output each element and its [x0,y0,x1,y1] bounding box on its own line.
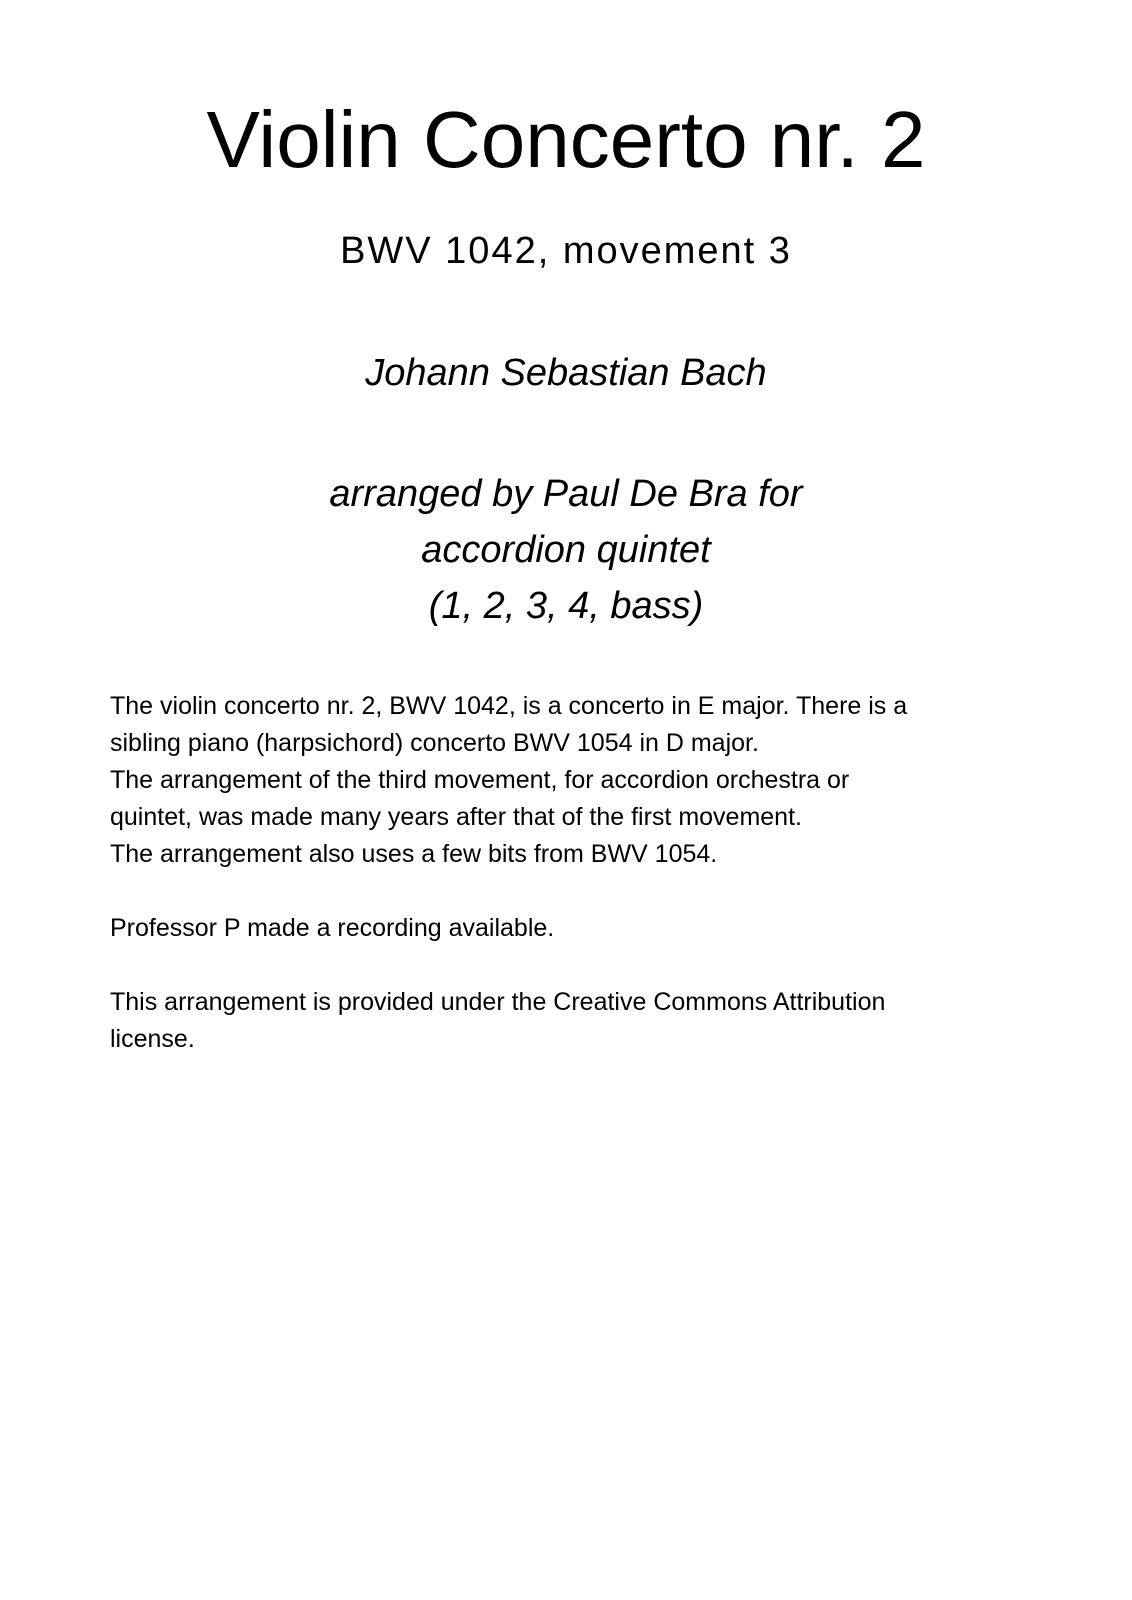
description-line: sibling piano (harpsichord) concerto BWV 1054 in D major. [110,729,759,757]
work-subtitle: BWV 1042, movement 3 [340,230,792,272]
arrangement-credit [0,466,1132,634]
description-line: The violin concerto nr. 2, BWV 1042, is a concerto in E major. There is a [110,692,908,720]
arrangement-line: arranged by Paul De Bra for [329,473,803,515]
recording-note: Professor P made a recording available. [110,914,555,942]
description-line: The arrangement of the third movement, for accordion orchestra or [110,766,850,794]
description-text [110,688,1030,1058]
page-title: Violin Concerto nr. 2 [206,95,926,184]
arrangement-line: accordion quintet [421,529,711,571]
paragraph-gap [110,947,1030,984]
license-line: This arrangement is provided under the Creative Commons Attribution [110,988,886,1016]
license-line: license. [110,1025,195,1053]
arrangement-line: (1, 2, 3, 4, bass) [428,585,704,627]
paragraph-gap [110,873,1030,910]
composer-name: Johann Sebastian Bach [365,352,767,394]
description-line: quintet, was made many years after that of the first movement. [110,803,802,831]
description-line: The arrangement also uses a few bits from BWV 1054. [110,840,718,868]
